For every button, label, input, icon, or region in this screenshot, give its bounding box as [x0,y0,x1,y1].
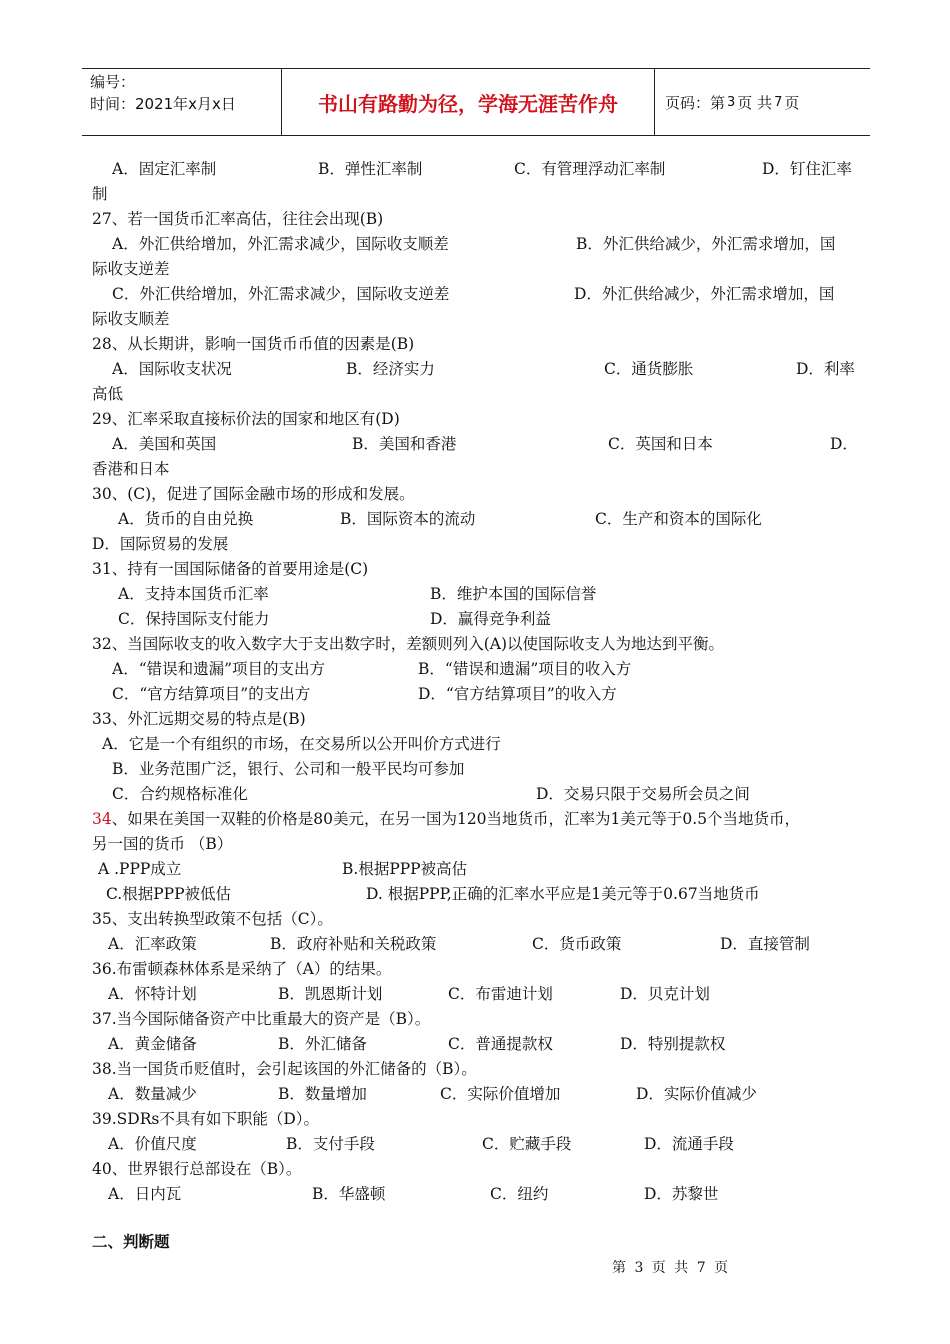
q36-option-c: C．布雷迪计划 [448,985,553,1003]
q36-options [92,982,872,1007]
page-header [82,68,870,136]
q40-option-a: A．日内瓦 [108,1185,182,1203]
q32-stem: 32、当国际收支的收入数字大于支出数字时，差额则列入(A)以使国际收支人为地达到平衡。 [92,635,725,653]
q30-options [92,507,872,532]
q37-stem: 37.当今国际储备资产中比重最大的资产是（B）。 [92,1010,431,1028]
q29-option-d: D． [830,435,858,453]
page-footer: 第 3 页 共 7 页 [612,1260,729,1276]
q35-option-d: D．直接管制 [720,935,810,953]
q28-stem: 28、从长期讲，影响一国货币币值的因素是(B) [92,335,415,353]
q35-option-c: C．货币政策 [532,935,622,953]
q33-stem: 33、外汇远期交易的特点是(B) [92,710,306,728]
q34-option-a: A .PPP成立 [98,860,182,878]
serial-label: 编号： [90,73,136,91]
q34-stem: 、如果在美国一双鞋的价格是80美元，在另一国为120当地货币，汇率为1美元等于0.5个当地货币， [111,810,801,828]
q35-stem: 35、支出转换型政策不包括（C）。 [92,910,333,928]
q34-options-cd [92,882,872,907]
q34-option-c: C.根据PPP被低估 [106,885,232,903]
q37-option-c: C．普通提款权 [448,1035,553,1053]
q33-options-cd [92,782,872,807]
q38-stem: 38.当一国货币贬值时，会引起该国的外汇储备的（B）。 [92,1060,477,1078]
q29-option-a: A．美国和英国 [112,435,217,453]
q34-stem-cont: 另一国的货币 （B） [92,835,233,853]
q30-option-b: B．国际资本的流动 [340,510,476,528]
header-motto: 书山有路勤为径，学海无涯苦作舟 [282,69,655,135]
q26-option-d-cont: 制 [92,185,108,203]
q31-option-a: A．支持本国货币汇率 [118,585,269,603]
q38-option-c: C．实际价值增加 [440,1085,561,1103]
q36-option-d: D．贝克计划 [620,985,710,1003]
q35-options [92,932,872,957]
question-list [92,157,872,1207]
q33-option-a: A．它是一个有组织的市场，在交易所以公开叫价方式进行 [102,735,501,753]
q36-option-a: A．怀特计划 [108,985,197,1003]
q26-option-b: B．弹性汇率制 [318,160,423,178]
q27-option-b-cont: 际收支逆差 [92,260,170,278]
q38-option-a: A．数量减少 [108,1085,197,1103]
q30-option-a: A．货币的自由兑换 [118,510,254,528]
q34-options-ab [92,857,872,882]
q30-option-c: C．生产和资本的国际化 [595,510,762,528]
q31-option-d: D．赢得竞争利益 [430,610,551,628]
q38-option-d: D．实际价值减少 [636,1085,757,1103]
q31-options-cd [92,607,872,632]
q28-option-a: A．国际收支状况 [112,360,232,378]
q29-option-c: C．英国和日本 [608,435,713,453]
q32-option-a: A．“错误和遗漏”项目的支出方 [112,660,326,678]
q39-option-c: C．贮藏手段 [482,1135,572,1153]
q36-stem: 36.布雷顿森林体系是采纳了（A）的结果。 [92,960,392,978]
q27-option-a: A．外汇供给增加，外汇需求减少，国际收支顺差 [112,235,449,253]
q33-option-d: D．交易只限于交易所会员之间 [536,785,750,803]
q37-option-b: B．外汇储备 [278,1035,367,1053]
q31-options-ab [92,582,872,607]
q32-options-ab [92,657,872,682]
q31-stem: 31、持有一国国际储备的首要用途是(C) [92,560,369,578]
q33-option-b: B．业务范围广泛，银行、公司和一般平民均可参加 [112,760,465,778]
page-total: 7 [774,94,783,110]
q29-options [92,432,872,457]
section-title: 二、判断题 [92,1232,170,1251]
q27-option-d-cont: 际收支顺差 [92,310,170,328]
q38-option-b: B．数量增加 [278,1085,367,1103]
q34-stem-line [92,807,872,832]
q39-stem: 39.SDRs不具有如下职能（D）。 [92,1110,319,1128]
page-current: 3 [727,94,736,110]
q39-option-a: A．价值尺度 [108,1135,197,1153]
q30-option-d: D．国际贸易的发展 [92,535,229,553]
q33-option-c: C．合约规格标准化 [112,785,248,803]
q29-option-d-cont: 香港和日本 [92,460,170,478]
q32-option-c: C．“官方结算项目”的支出方 [112,685,311,703]
q34-option-b: B.根据PPP被高估 [342,860,468,878]
q30-stem: 30、(C)，促进了国际金融市场的形成和发展。 [92,485,415,503]
page-mid: 页 共 [737,93,773,112]
q38-options [92,1082,872,1107]
q31-option-c: C．保持国际支付能力 [118,610,270,628]
q36-option-b: B．凯恩斯计划 [278,985,383,1003]
q28-option-c: C．通货膨胀 [604,360,694,378]
q27-option-d: D．外汇供给减少，外汇需求增加，国 [574,285,835,303]
q40-option-b: B．华盛顿 [312,1185,386,1203]
q35-option-a: A．汇率政策 [108,935,197,953]
q35-option-b: B．政府补贴和关税政策 [270,935,437,953]
header-page-number [655,69,870,135]
q40-stem: 40、世界银行总部设在（B）。 [92,1160,302,1178]
q33-option-b-line [92,757,872,782]
q28-options [92,357,872,382]
q39-option-d: D．流通手段 [644,1135,734,1153]
q26-option-d: D．钉住汇率 [762,160,852,178]
q29-option-b: B．美国和香港 [352,435,457,453]
q27-options-ab [92,232,872,257]
q28-option-b: B．经济实力 [346,360,435,378]
q27-stem: 27、若一国货币汇率高估，往往会出现(B) [92,210,384,228]
q26-option-a: A．固定汇率制 [112,160,217,178]
q39-options [92,1132,872,1157]
page-prefix: 页码：第 [665,93,726,112]
q31-option-b: B．维护本国的国际信誉 [430,585,597,603]
q40-option-c: C．纽约 [490,1185,549,1203]
q26-options [92,157,872,182]
q27-options-cd [92,282,872,307]
time-label: 时间：2021年x月x日 [90,95,236,113]
page-suffix: 页 [784,93,800,112]
q28-option-d-cont: 高低 [92,385,124,403]
q32-options-cd [92,682,872,707]
q34-number: 34 [92,810,112,828]
q33-option-a-line [92,732,872,757]
q28-option-d: D．利率 [796,360,855,378]
q40-options [92,1182,872,1207]
header-left-cell [82,69,282,135]
q27-option-c: C．外汇供给增加，外汇需求减少，国际收支逆差 [112,285,450,303]
q32-option-d: D．“官方结算项目”的收入方 [418,685,617,703]
q40-option-d: D．苏黎世 [644,1185,719,1203]
q37-option-d: D．特别提款权 [620,1035,726,1053]
q39-option-b: B．支付手段 [286,1135,375,1153]
q26-option-c: C．有管理浮动汇率制 [514,160,666,178]
q29-stem: 29、汇率采取直接标价法的国家和地区有(D) [92,410,400,428]
q27-option-b: B．外汇供给减少，外汇需求增加，国 [576,235,836,253]
q34-option-d: D. 根据PPP,正确的汇率水平应是1美元等于0.67当地货币 [366,885,760,903]
q32-option-b: B．“错误和遗漏”项目的收入方 [418,660,632,678]
q37-options [92,1032,872,1057]
q37-option-a: A．黄金储备 [108,1035,197,1053]
